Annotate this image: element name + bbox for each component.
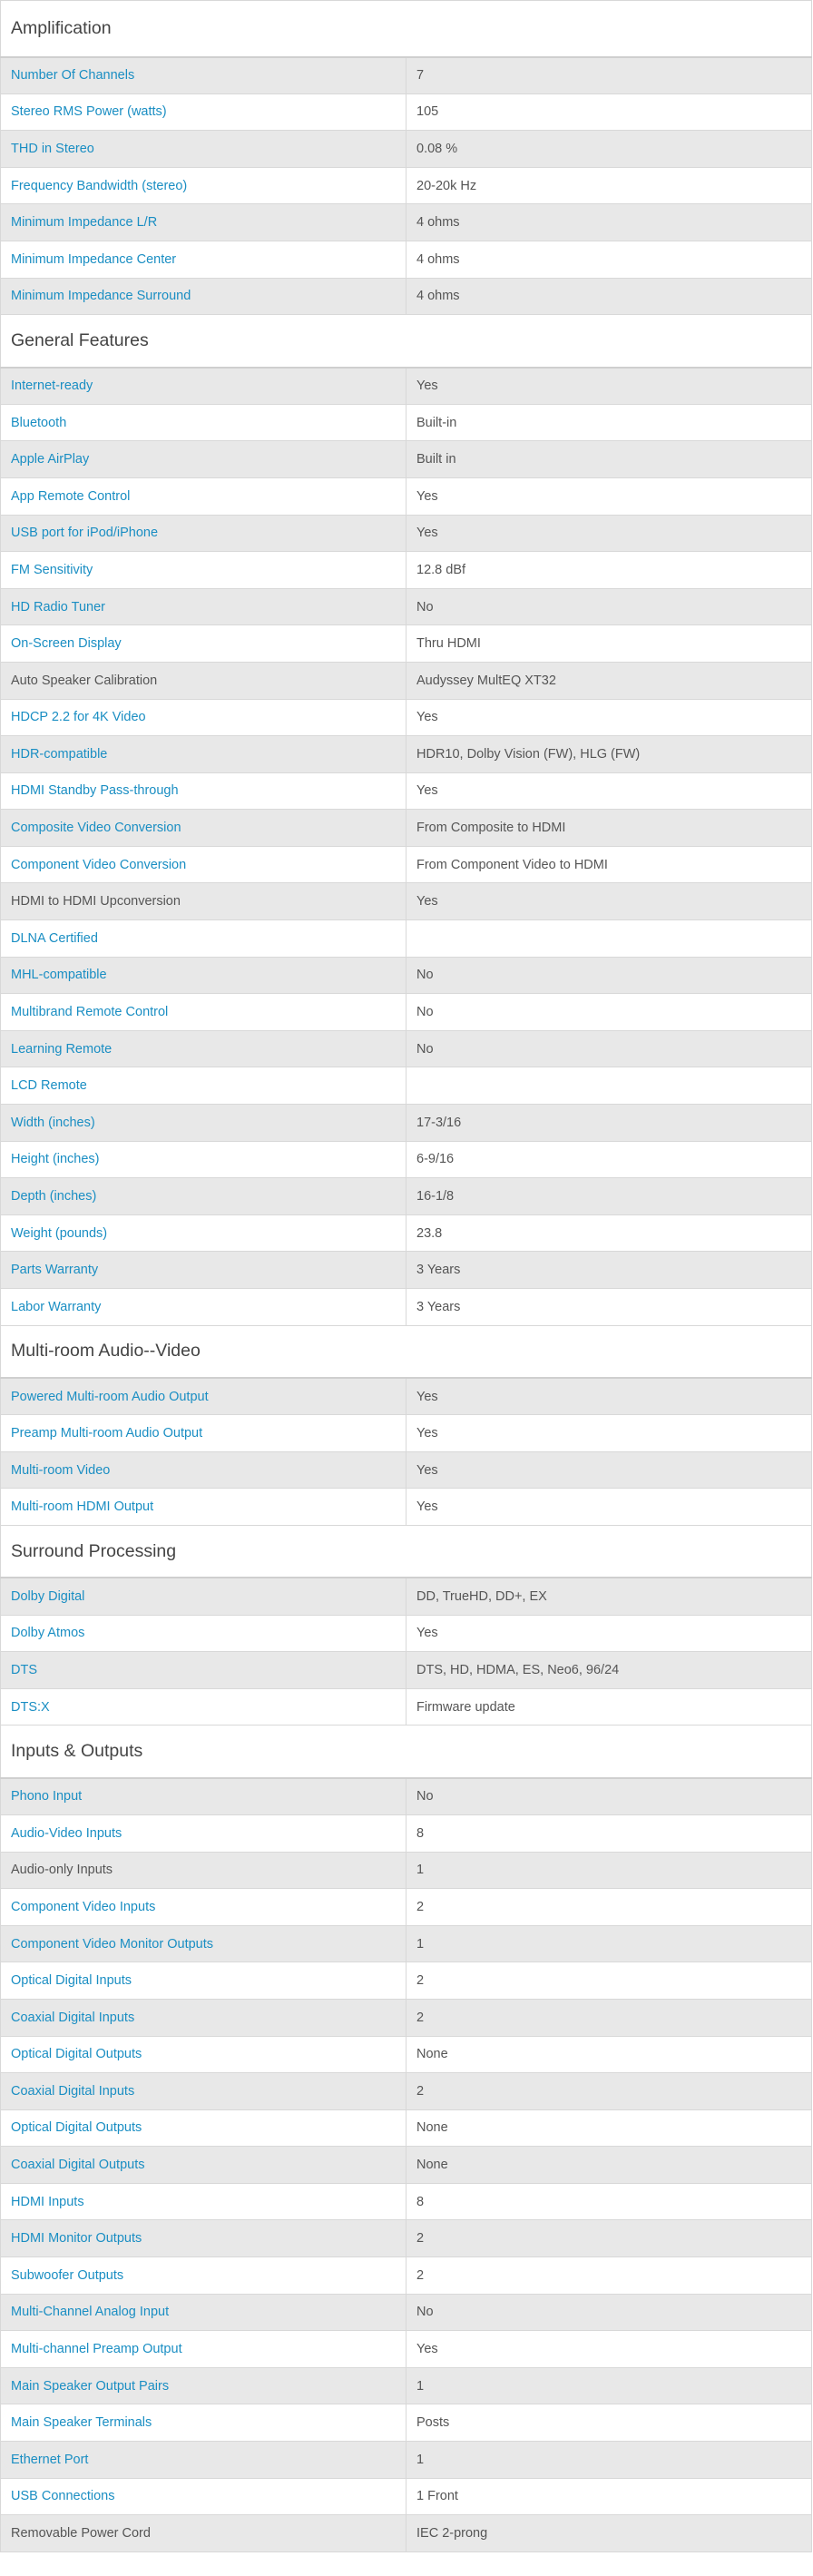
section-header [1,1,812,57]
spec-row [1,2367,812,2404]
spec-row [1,241,812,278]
spec-label-link[interactable]: HDCP 2.2 for 4K Video [1,699,406,736]
spec-label-link[interactable]: LCD Remote [1,1067,406,1105]
spec-value: 16-1/8 [406,1178,812,1215]
spec-value: 8 [406,1814,812,1852]
spec-value: 1 [406,1852,812,1889]
section-header [1,315,812,368]
spec-label-link[interactable]: Depth (inches) [1,1178,406,1215]
spec-value: 2 [406,2257,812,2295]
spec-label-link[interactable]: Parts Warranty [1,1252,406,1289]
spec-value: 105 [406,93,812,131]
spec-row [1,1925,812,1962]
spec-row [1,477,812,515]
spec-label-link[interactable]: THD in Stereo [1,131,406,168]
spec-row [1,1289,812,1326]
spec-row [1,204,812,241]
spec-label: Removable Power Cord [1,2515,406,2552]
spec-row [1,278,812,315]
spec-label-link[interactable]: Frequency Bandwidth (stereo) [1,167,406,204]
spec-value: 4 ohms [406,204,812,241]
spec-row [1,2147,812,2184]
spec-value: Yes [406,1489,812,1526]
spec-row [1,1252,812,1289]
spec-value: DTS, HD, HDMA, ES, Neo6, 96/24 [406,1652,812,1689]
spec-label-link[interactable]: Optical Digital Inputs [1,1962,406,2000]
spec-value: No [406,1778,812,1815]
spec-value: Yes [406,883,812,920]
spec-label-link[interactable]: Dolby Atmos [1,1615,406,1652]
spec-value [406,920,812,958]
spec-row [1,2220,812,2257]
spec-row [1,93,812,131]
spec-label-link[interactable]: Dolby Digital [1,1578,406,1615]
spec-row [1,736,812,773]
spec-row [1,1067,812,1105]
spec-label-link[interactable]: Preamp Multi-room Audio Output [1,1415,406,1452]
spec-value: 3 Years [406,1252,812,1289]
spec-value: None [406,2109,812,2147]
spec-row [1,588,812,625]
spec-value: 4 ohms [406,278,812,315]
spec-label-link[interactable]: HDMI Standby Pass-through [1,772,406,810]
spec-value: Built-in [406,404,812,441]
spec-row [1,1852,812,1889]
spec-label-link[interactable]: Width (inches) [1,1105,406,1142]
spec-value: None [406,2036,812,2073]
spec-row [1,515,812,552]
spec-value: Firmware update [406,1688,812,1726]
spec-label-link[interactable]: USB Connections [1,2478,406,2515]
spec-value: 20-20k Hz [406,167,812,204]
spec-value: Yes [406,2331,812,2368]
spec-label-link[interactable]: Component Video Inputs [1,1889,406,1926]
spec-label-link[interactable]: Number Of Channels [1,57,406,94]
spec-row [1,167,812,204]
spec-label-link[interactable]: Multibrand Remote Control [1,994,406,1031]
spec-value: 2 [406,2073,812,2110]
spec-value: 3 Years [406,1289,812,1326]
spec-row [1,662,812,699]
spec-row [1,2073,812,2110]
spec-label-link[interactable]: Phono Input [1,1778,406,1815]
spec-row [1,920,812,958]
spec-value: DD, TrueHD, DD+, EX [406,1578,812,1615]
spec-value: From Component Video to HDMI [406,846,812,883]
spec-row [1,2257,812,2295]
spec-row [1,1489,812,1526]
spec-value: 1 [406,1925,812,1962]
spec-value: 1 [406,2442,812,2479]
spec-value: Yes [406,772,812,810]
spec-row [1,1962,812,2000]
spec-value: 2 [406,2220,812,2257]
spec-row [1,1814,812,1852]
spec-label-link[interactable]: Powered Multi-room Audio Output [1,1378,406,1415]
spec-row [1,57,812,94]
spec-value: IEC 2-prong [406,2515,812,2552]
spec-row [1,1378,812,1415]
spec-row [1,2515,812,2552]
spec-label-link[interactable]: Multi-room Video [1,1451,406,1489]
spec-label-link[interactable]: Optical Digital Outputs [1,2036,406,2073]
spec-row [1,2109,812,2147]
spec-value: HDR10, Dolby Vision (FW), HLG (FW) [406,736,812,773]
spec-row [1,772,812,810]
spec-value: 23.8 [406,1214,812,1252]
spec-row [1,1030,812,1067]
spec-value: None [406,2147,812,2184]
spec-row [1,625,812,663]
spec-label-link[interactable]: Learning Remote [1,1030,406,1067]
spec-label-link[interactable]: HD Radio Tuner [1,588,406,625]
spec-value: 4 ohms [406,241,812,278]
spec-row [1,2036,812,2073]
spec-row [1,1688,812,1726]
spec-value: From Composite to HDMI [406,810,812,847]
spec-label-link[interactable]: Ethernet Port [1,2442,406,2479]
spec-row [1,1105,812,1142]
spec-value: 6-9/16 [406,1141,812,1178]
spec-label-link[interactable]: On-Screen Display [1,625,406,663]
spec-row [1,1999,812,2036]
spec-label-link[interactable]: Audio-Video Inputs [1,1814,406,1852]
spec-label-link[interactable]: Weight (pounds) [1,1214,406,1252]
spec-label-link[interactable]: Multi-room HDMI Output [1,1489,406,1526]
spec-label-link[interactable]: Main Speaker Output Pairs [1,2367,406,2404]
spec-row [1,1141,812,1178]
spec-row [1,131,812,168]
spec-row [1,404,812,441]
section-title: Amplification [1,1,812,57]
spec-value: Yes [406,1415,812,1452]
section-title: Surround Processing [1,1525,812,1578]
spec-row [1,1451,812,1489]
spec-row [1,1578,812,1615]
spec-label-link[interactable]: HDMI Monitor Outputs [1,2220,406,2257]
spec-label-link[interactable]: Internet-ready [1,368,406,405]
spec-label-link[interactable]: Component Video Monitor Outputs [1,1925,406,1962]
spec-row [1,699,812,736]
spec-row [1,1652,812,1689]
spec-row [1,883,812,920]
spec-label-link[interactable]: Coaxial Digital Inputs [1,2073,406,2110]
spec-label-link[interactable]: Component Video Conversion [1,846,406,883]
spec-value: 8 [406,2183,812,2220]
spec-value: 2 [406,1889,812,1926]
spec-label-link[interactable]: Minimum Impedance Center [1,241,406,278]
spec-row [1,2183,812,2220]
spec-row [1,810,812,847]
spec-value: Yes [406,1451,812,1489]
section-title: Multi-room Audio--Video [1,1325,812,1378]
spec-value: No [406,588,812,625]
spec-label-link[interactable]: Apple AirPlay [1,441,406,478]
spec-row [1,368,812,405]
spec-row [1,1415,812,1452]
spec-row [1,994,812,1031]
section-header [1,1325,812,1378]
spec-label-link[interactable]: App Remote Control [1,477,406,515]
spec-label: Audio-only Inputs [1,1852,406,1889]
spec-value: Thru HDMI [406,625,812,663]
spec-value: 1 Front [406,2478,812,2515]
spec-label-link[interactable]: Optical Digital Outputs [1,2109,406,2147]
spec-value: 0.08 % [406,131,812,168]
spec-row [1,1778,812,1815]
spec-row [1,1214,812,1252]
spec-row [1,2442,812,2479]
spec-value: 7 [406,57,812,94]
spec-value: 17-3/16 [406,1105,812,1142]
spec-label-link[interactable]: FM Sensitivity [1,552,406,589]
spec-row [1,2331,812,2368]
spec-row [1,2294,812,2331]
spec-label-link[interactable]: Subwoofer Outputs [1,2257,406,2295]
spec-value: Yes [406,477,812,515]
spec-label: Auto Speaker Calibration [1,662,406,699]
spec-value: No [406,957,812,994]
section-header [1,1525,812,1578]
spec-label-link[interactable]: Bluetooth [1,404,406,441]
spec-value: Yes [406,699,812,736]
spec-label-link[interactable]: MHL-compatible [1,957,406,994]
spec-value: Yes [406,515,812,552]
section-title: Inputs & Outputs [1,1726,812,1778]
spec-value: No [406,994,812,1031]
spec-label-link[interactable]: Height (inches) [1,1141,406,1178]
spec-label-link[interactable]: Labor Warranty [1,1289,406,1326]
spec-row [1,441,812,478]
spec-value: Audyssey MultEQ XT32 [406,662,812,699]
spec-label: HDMI to HDMI Upconversion [1,883,406,920]
spec-row [1,2478,812,2515]
spec-value: Built in [406,441,812,478]
spec-label-link[interactable]: Multi-channel Preamp Output [1,2331,406,2368]
spec-row [1,1889,812,1926]
spec-value: 2 [406,1962,812,2000]
spec-label-link[interactable]: DTS:X [1,1688,406,1726]
spec-label-link[interactable]: DLNA Certified [1,920,406,958]
spec-row [1,957,812,994]
spec-value [406,1067,812,1105]
spec-value: 1 [406,2367,812,2404]
spec-label-link[interactable]: HDMI Inputs [1,2183,406,2220]
spec-label-link[interactable]: Coaxial Digital Outputs [1,2147,406,2184]
spec-row [1,1178,812,1215]
spec-label-link[interactable]: Multi-Channel Analog Input [1,2294,406,2331]
spec-value: 12.8 dBf [406,552,812,589]
spec-label-link[interactable]: Main Speaker Terminals [1,2404,406,2442]
spec-value: No [406,2294,812,2331]
spec-value: Yes [406,1615,812,1652]
spec-label-link[interactable]: HDR-compatible [1,736,406,773]
spec-row [1,1615,812,1652]
spec-label-link[interactable]: USB port for iPod/iPhone [1,515,406,552]
spec-label-link[interactable]: Minimum Impedance L/R [1,204,406,241]
spec-value: Posts [406,2404,812,2442]
spec-value: No [406,1030,812,1067]
section-header [1,1726,812,1778]
spec-row [1,2404,812,2442]
spec-label-link[interactable]: Minimum Impedance Surround [1,278,406,315]
spec-label-link[interactable]: DTS [1,1652,406,1689]
spec-value: Yes [406,368,812,405]
spec-label-link[interactable]: Composite Video Conversion [1,810,406,847]
spec-row [1,552,812,589]
spec-row [1,846,812,883]
section-title: General Features [1,315,812,368]
spec-label-link[interactable]: Stereo RMS Power (watts) [1,93,406,131]
spec-label-link[interactable]: Coaxial Digital Inputs [1,1999,406,2036]
spec-value: Yes [406,1378,812,1415]
spec-value: 2 [406,1999,812,2036]
